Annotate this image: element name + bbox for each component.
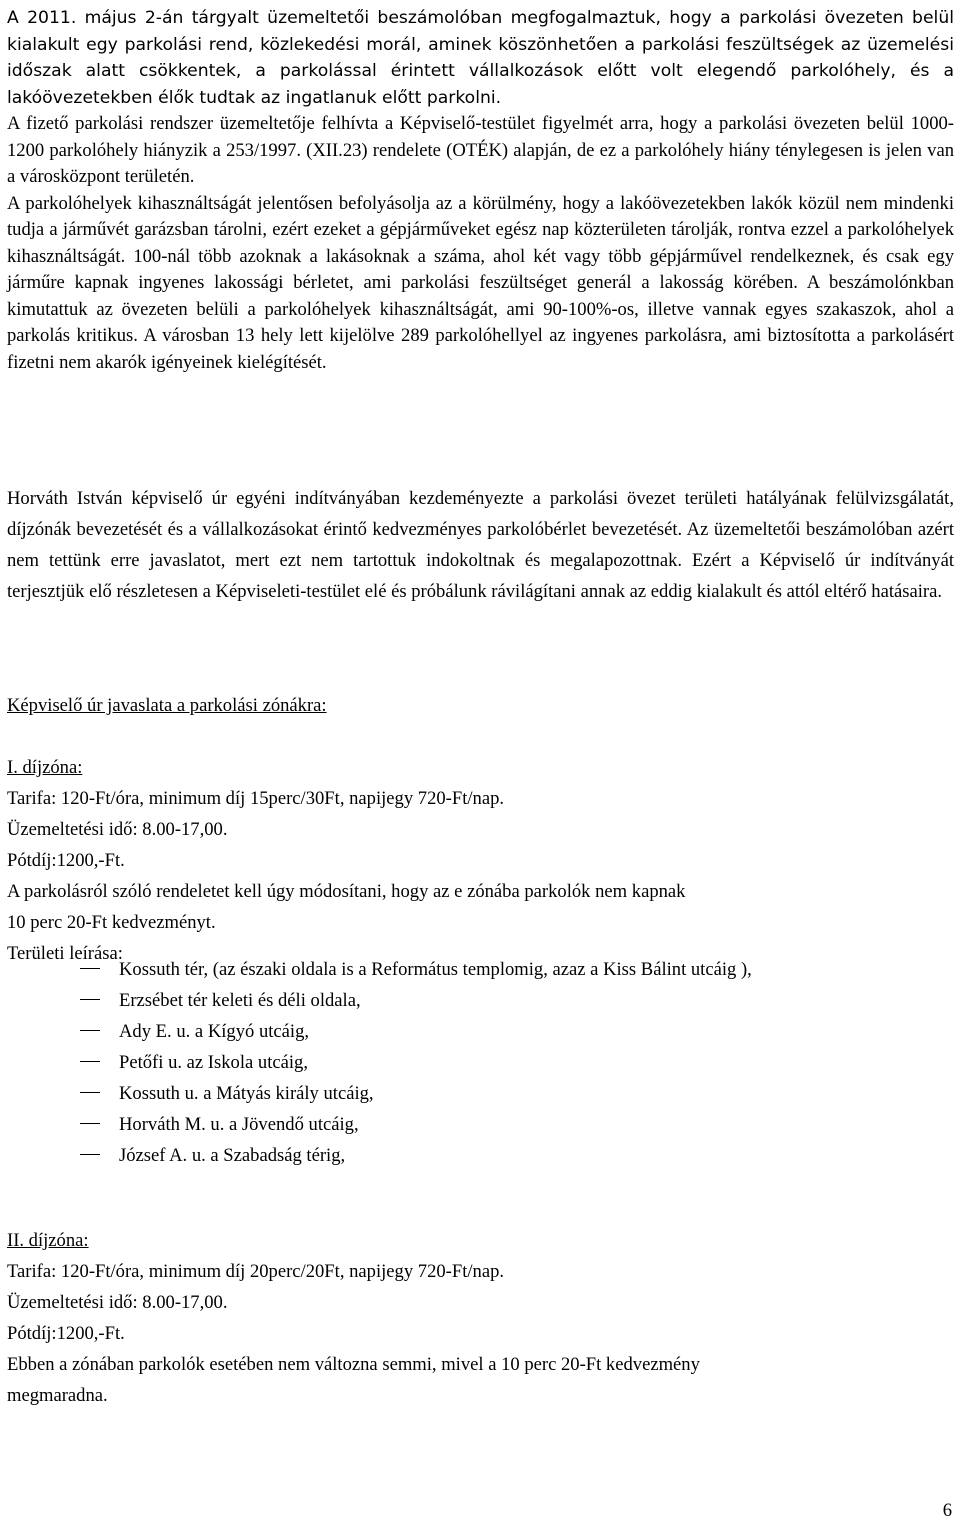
zone-1-area-label: Területi leírása: xyxy=(7,943,123,964)
dash-bullet xyxy=(80,1092,100,1093)
dash-bullet xyxy=(80,1061,100,1062)
zone-1-note-line1: A parkolásról szóló rendeletet kell úgy módosítani, hogy az e zónába parkolók nem kapnak xyxy=(7,881,686,902)
area-text: Ady E. u. a Kígyó utcáig, xyxy=(119,1021,310,1042)
proposal-heading-text: Képviselő úr javaslata a parkolási zónákra: xyxy=(7,695,327,716)
list-item xyxy=(7,1047,954,1078)
zone-2-hours: Üzemeltetési idő: 8.00-17,00. xyxy=(7,1292,228,1313)
area-text: József A. u. a Szabadság térig, xyxy=(119,1145,346,1166)
dash-bullet xyxy=(80,999,100,1000)
list-item xyxy=(7,954,954,985)
zone-2-block xyxy=(7,1225,954,1411)
list-item xyxy=(7,985,954,1016)
zone-2-note-line2: megmaradna. xyxy=(7,1385,108,1406)
paragraph-text-b: A fizető parkolási rendszer üzemeltetője felhívta a Képviselő-testület figyelmét arra, hogy a parkolási övezeten belül 1000-1200 parkolóhely hiányzik a 253/1997. (XII.23) rendelete (OTÉK) alapján, de ez a parkolóhely hiány ténylegesen is jelen van a városközpont területén. xyxy=(7,113,954,187)
zone-1-heading: I. díjzóna: xyxy=(7,757,83,778)
paragraph-report-summary xyxy=(7,5,954,376)
dash-bullet xyxy=(80,1123,100,1124)
area-text: Horváth M. u. a Jövendő utcáig, xyxy=(119,1114,359,1135)
zone-2-fee: Pótdíj:1200,-Ft. xyxy=(7,1323,125,1344)
zone-2-tariff: Tarifa: 120-Ft/óra, minimum díj 20perc/20Ft, napijegy 720-Ft/nap. xyxy=(7,1261,505,1282)
area-text: Erzsébet tér keleti és déli oldala, xyxy=(119,990,361,1011)
zone-2-heading: II. díjzóna: xyxy=(7,1230,89,1251)
zone-1-hours: Üzemeltetési idő: 8.00-17,00. xyxy=(7,819,228,840)
list-item xyxy=(7,1109,954,1140)
list-item xyxy=(7,1016,954,1047)
area-text: Kossuth tér, (az északi oldala is a Református templomig, azaz a Kiss Bálint utcáig ), xyxy=(119,959,752,980)
dash-bullet xyxy=(80,1030,100,1031)
zone-1-tariff: Tarifa: 120-Ft/óra, minimum díj 15perc/30Ft, napijegy 720-Ft/nap. xyxy=(7,788,505,809)
list-item xyxy=(7,1140,954,1171)
zone-2-note-line1: Ebben a zónában parkolók esetében nem változna semmi, mivel a 10 perc 20-Ft kedvezmény xyxy=(7,1354,700,1375)
area-text: Kossuth u. a Mátyás király utcáig, xyxy=(119,1083,374,1104)
area-text: Petőfi u. az Iskola utcáig, xyxy=(119,1052,308,1073)
dash-bullet xyxy=(80,968,100,969)
dash-bullet xyxy=(80,1154,100,1155)
paragraph-text-a: A 2011. május 2-án tárgyalt üzemeltetői beszámolóban megfogalmaztuk, hogy a parkolási övezeten belül kialakult egy parkolási rend, közlekedési morál, aminek köszönhetően a parkolási feszültségek az üzemelési időszak alatt csökkentek, a parkolással érintett vállalkozások előtt volt elegendő parkolóhely, és a lakóövezetekben élők tudtak az ingatlanuk előtt parkolni. xyxy=(7,8,954,108)
zone-1-block xyxy=(7,752,954,969)
page-number: 6 xyxy=(942,1500,952,1521)
zone-1-note-line2: 10 perc 20-Ft kedvezményt. xyxy=(7,912,216,933)
list-item xyxy=(7,1078,954,1109)
paragraph-text-c: A parkolóhelyek kihasználtságát jelentősen befolyásolja az a körülmény, hogy a lakóövezetekben lakók közül nem mindenki tudja a járművét garázsban tárolni, ezért ezeket a gépjárműveket egész nap közterületen tárolják, rontva ezzel a parkolóhelyek kihasználtságát. 100-nál több azoknak a lakásoknak a száma, ahol két vagy több gépjárművel rendelkeznek, és csak egy járműre kapnak ingyenes lakossági bérletet, ami parkolási feszültséget generál a lakosság körében. A beszámolónkban kimutattuk az övezeten belüli a parkolóhelyek kihasználtságát, ami 90-100%-os, illetve vannak egyes szakaszok, ahol a parkolás kritikus. A városban 13 hely lett kijelölve 289 parkolóhellyel az ingyenes parkolásra, ami biztosította a parkolásért fizetni nem akarók igényeinek kielégítését. xyxy=(7,192,954,373)
paragraph-proposal-intro: Horváth István képviselő úr egyéni indítványában kezdeményezte a parkolási övezet területi hatályának felülvizsgálatát, díjzónák bevezetését és a vállalkozásokat érintő kedvezményes parkolóbérlet bevezetését. Az üzemeltetői beszámolóban azért nem tettünk erre javaslatot, mert ezt nem tartottuk indokoltnak és megalapozottnak. Ezért a Képviselő úr indítványát terjesztjük elő részletesen a Képviseleti-testület elé és próbálunk rávilágítani annak az eddig kialakult és attól eltérő hatásaira. xyxy=(7,488,954,602)
zone-1-fee: Pótdíj:1200,-Ft. xyxy=(7,850,125,871)
zone-1-area-list xyxy=(7,954,954,1171)
proposal-heading xyxy=(7,690,327,721)
